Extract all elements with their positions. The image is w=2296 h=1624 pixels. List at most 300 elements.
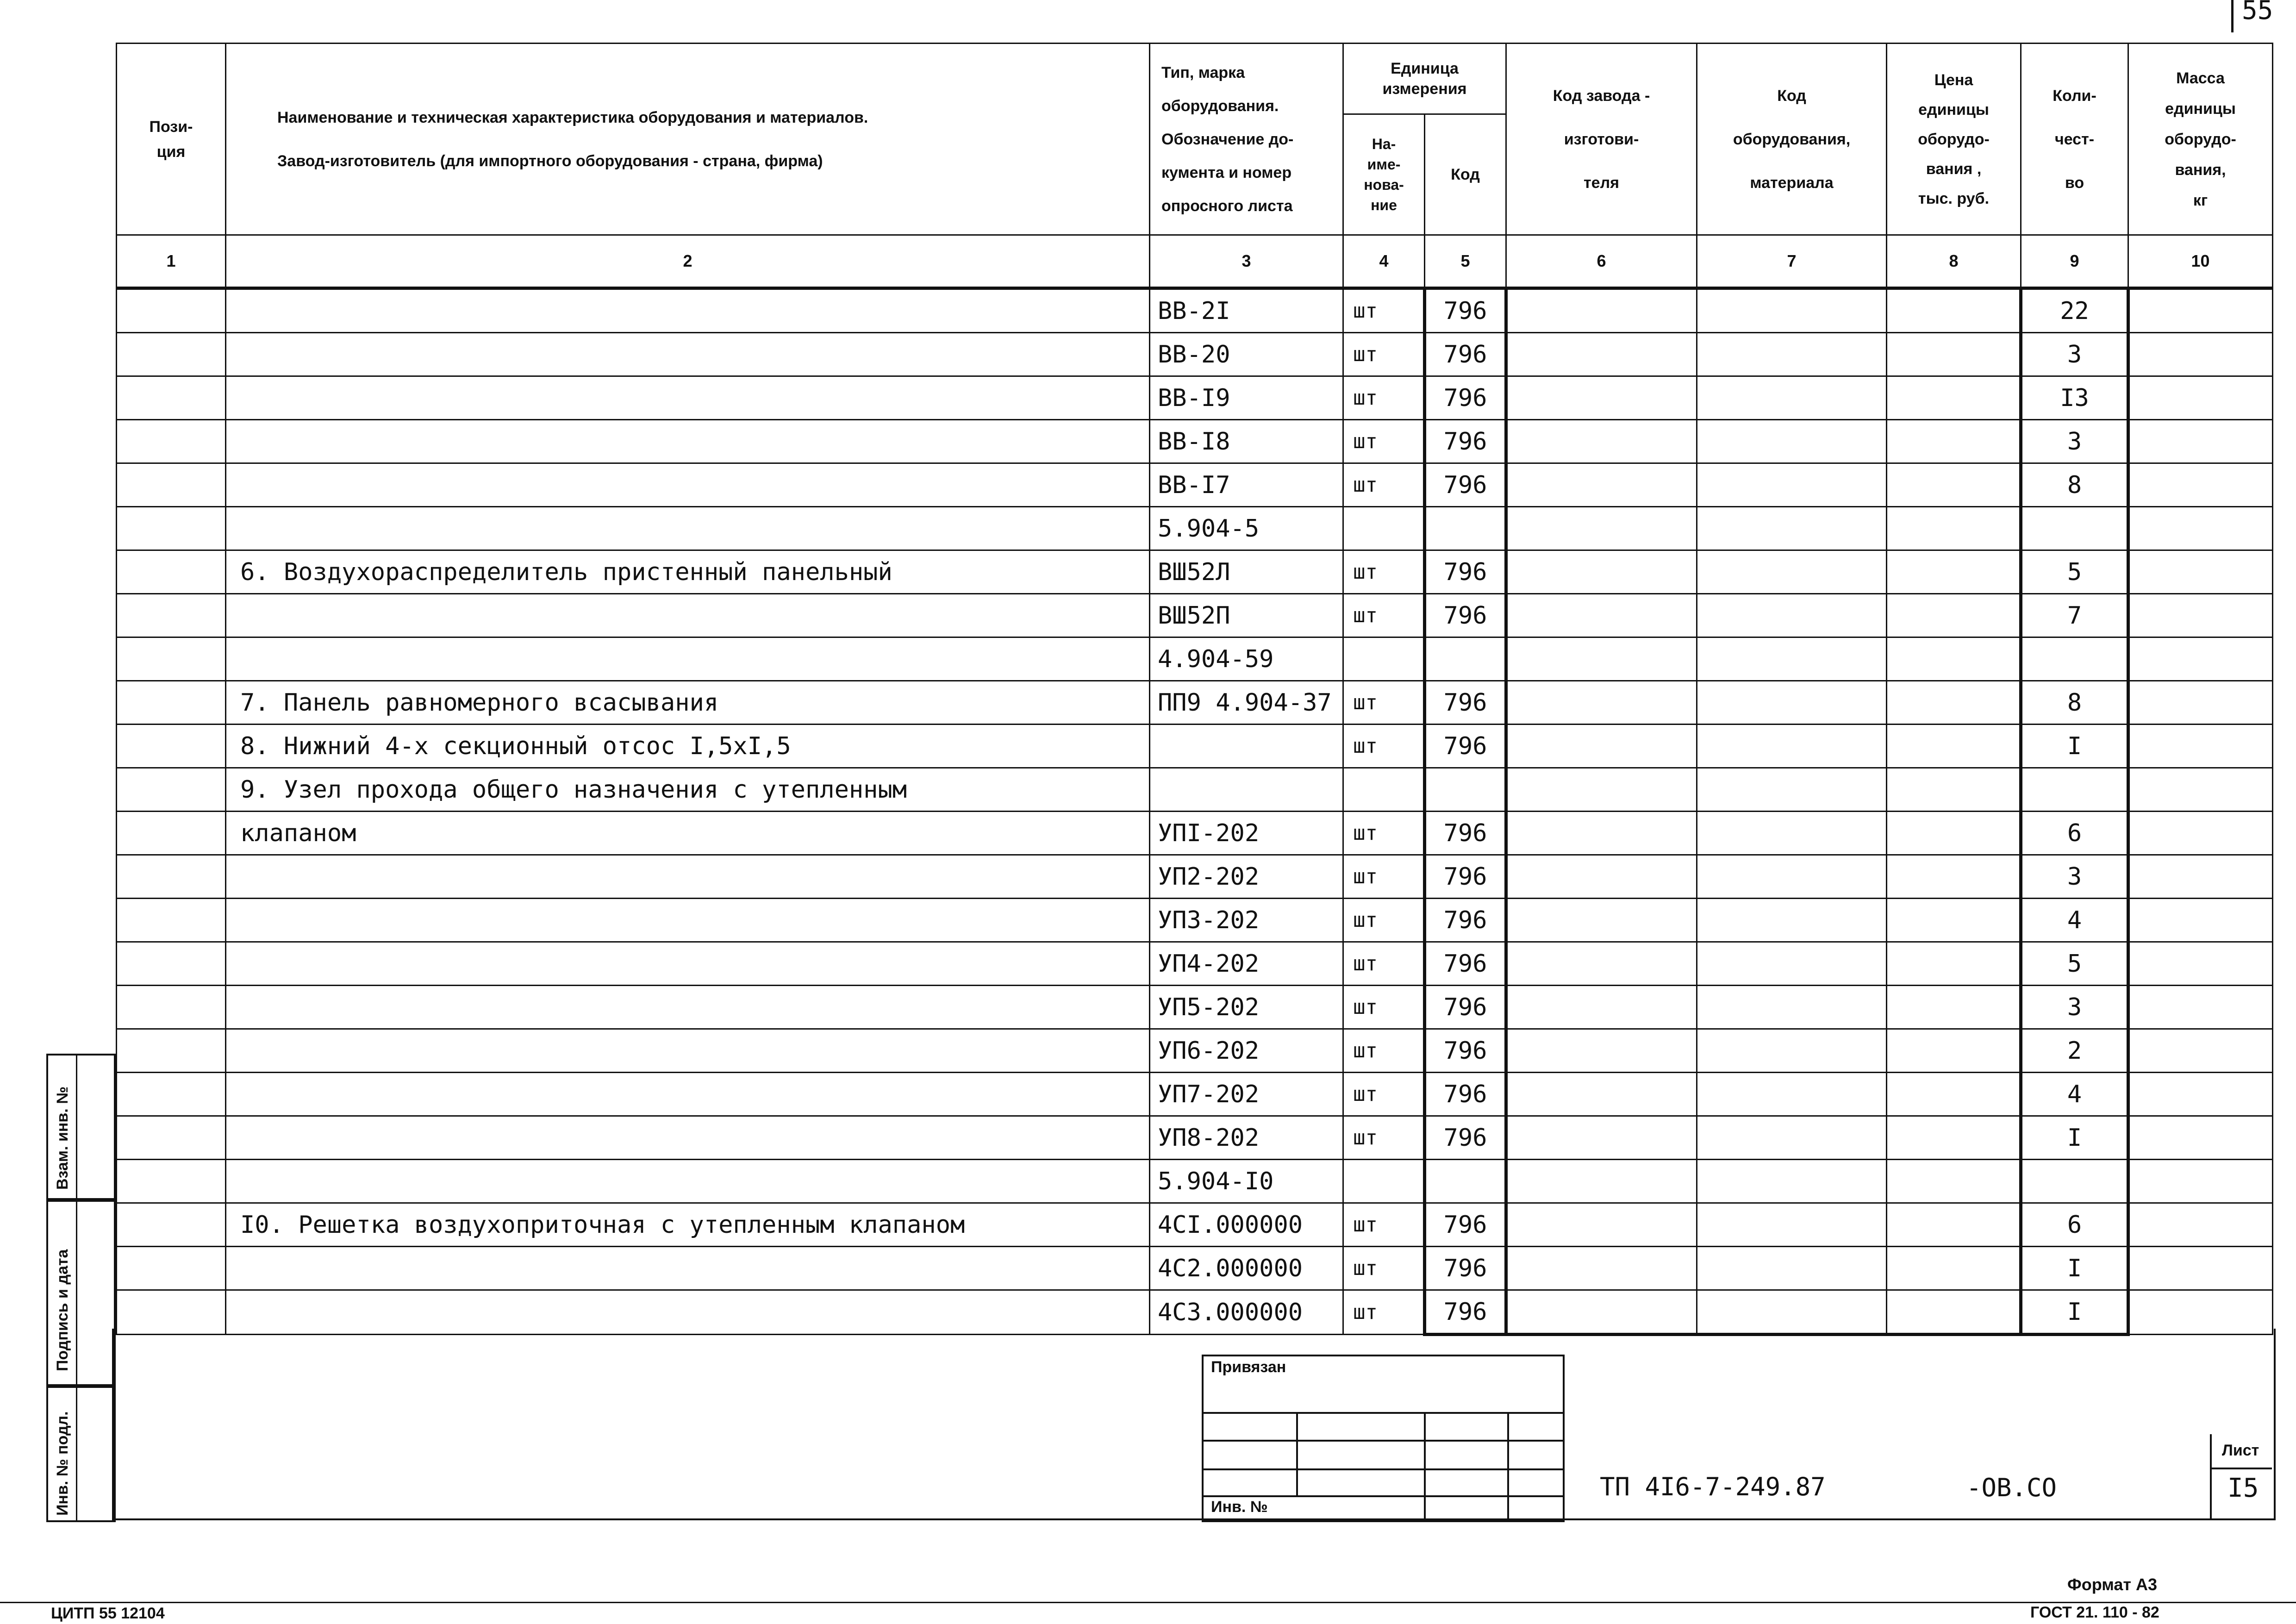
position-cell [117,550,226,594]
position-cell [117,1160,226,1203]
header-equipment-code-text: Код оборудования, материала [1733,87,1851,192]
price-cell [1887,288,2021,333]
equipment-code-cell [1697,986,1887,1029]
unit-code-cell: 796 [1425,812,1506,855]
factory-code-cell [1506,463,1697,507]
mass-cell [2128,376,2273,420]
unit-name-cell: шт [1343,1247,1425,1290]
table-row [117,463,2273,507]
name-cell [226,942,1150,986]
quantity-cell [2021,507,2128,550]
column-number: 7 [1697,235,1887,288]
factory-code-cell [1506,681,1697,725]
table-row [117,1247,2273,1290]
unit-code-cell: 796 [1425,1290,1506,1335]
header-name-line1: Наименование и техническая характеристика оборудования и материалов. [277,108,868,126]
unit-name-cell: шт [1343,463,1425,507]
column-number: 1 [117,235,226,288]
table-row [117,288,2273,333]
name-cell [226,637,1150,681]
header-row-1 [117,44,2273,114]
column-number: 4 [1343,235,1425,288]
factory-code-cell [1506,333,1697,376]
unit-code-cell: 796 [1425,899,1506,942]
position-cell [117,376,226,420]
mass-cell [2128,1160,2273,1203]
unit-code-cell: 796 [1425,725,1506,768]
type-cell: ВШ52Л [1150,550,1343,594]
table-row [117,594,2273,637]
unit-name-cell [1343,507,1425,550]
header-equipment-code [1697,44,1887,235]
mass-cell [2128,899,2273,942]
privyazan-label: Привязан [1211,1358,1286,1376]
unit-code-cell: 796 [1425,1203,1506,1247]
unit-code-cell: 796 [1425,942,1506,986]
quantity-cell: 5 [2021,550,2128,594]
unit-code-cell: 796 [1425,420,1506,463]
equipment-code-cell [1697,550,1887,594]
factory-code-cell [1506,768,1697,812]
name-cell [226,288,1150,333]
column-number-row [117,235,2273,288]
unit-code-cell: 796 [1425,376,1506,420]
factory-code-cell [1506,1160,1697,1203]
factory-code-cell [1506,725,1697,768]
name-cell [226,420,1150,463]
quantity-cell: 4 [2021,899,2128,942]
price-cell [1887,812,2021,855]
quantity-cell: 3 [2021,333,2128,376]
mass-cell [2128,1116,2273,1160]
footer-format: Формат А3 [2067,1575,2158,1594]
equipment-code-cell [1697,768,1887,812]
header-factory-code [1506,44,1697,235]
equipment-code-cell [1697,333,1887,376]
quantity-cell: 6 [2021,812,2128,855]
inv-no-label: Инв. № [1211,1498,1268,1516]
table-row [117,550,2273,594]
position-cell [117,637,226,681]
equipment-code-cell [1697,1073,1887,1116]
mass-cell [2128,463,2273,507]
header-mass [2128,44,2273,235]
quantity-cell: 3 [2021,986,2128,1029]
factory-code-cell [1506,855,1697,899]
header-position [117,44,226,235]
price-cell [1887,550,2021,594]
equipment-code-cell [1697,420,1887,463]
quantity-cell [2021,768,2128,812]
price-cell [1887,1073,2021,1116]
header-unit-group [1343,44,1506,114]
table-row [117,1290,2273,1335]
unit-name-cell: шт [1343,1203,1425,1247]
price-cell [1887,1290,2021,1335]
quantity-cell: 3 [2021,855,2128,899]
column-number: 10 [2128,235,2273,288]
unit-name-cell: шт [1343,942,1425,986]
sheet-box [2210,1434,2272,1518]
unit-code-cell: 796 [1425,333,1506,376]
table-row [117,768,2273,812]
type-cell: ВВ-I8 [1150,420,1343,463]
position-cell [117,1247,226,1290]
factory-code-cell [1506,550,1697,594]
equipment-code-cell [1697,1116,1887,1160]
footer-gost: ГОСТ 21. 110 - 82 [2030,1604,2159,1621]
equipment-code-cell [1697,899,1887,942]
factory-code-cell [1506,986,1697,1029]
price-cell [1887,1203,2021,1247]
quantity-cell: 8 [2021,463,2128,507]
equipment-code-cell [1697,507,1887,550]
type-cell: УП6-202 [1150,1029,1343,1073]
type-cell: ВШ52П [1150,594,1343,637]
type-cell: 4.904-59 [1150,637,1343,681]
name-cell [226,899,1150,942]
position-cell [117,812,226,855]
type-cell: ВВ-I9 [1150,376,1343,420]
equipment-code-cell [1697,1160,1887,1203]
name-cell [226,463,1150,507]
unit-name-cell [1343,768,1425,812]
mass-cell [2128,768,2273,812]
price-cell [1887,333,2021,376]
table-row [117,1073,2273,1116]
name-cell: 9. Узел прохода общего назначения с утепленным [226,768,1150,812]
position-cell [117,725,226,768]
header-type-text: Тип, марка оборудования. Обозначение до- кумента и номер опросного листа [1161,63,1294,215]
unit-name-cell: шт [1343,594,1425,637]
mass-cell [2128,942,2273,986]
table-row [117,812,2273,855]
position-cell [117,855,226,899]
mass-cell [2128,594,2273,637]
mass-cell [2128,812,2273,855]
factory-code-cell [1506,1116,1697,1160]
sheet-number: I5 [2227,1473,2259,1503]
unit-code-cell: 796 [1425,681,1506,725]
name-cell: I0. Решетка воздухоприточная с утепленным клапаном [226,1203,1150,1247]
quantity-cell: 4 [2021,1073,2128,1116]
position-cell [117,899,226,942]
table-row [117,899,2273,942]
unit-name-cell: шт [1343,1073,1425,1116]
type-cell [1150,725,1343,768]
unit-code-cell [1425,637,1506,681]
header-unit-name [1343,114,1425,235]
corner-page-number: 55 [2231,0,2275,32]
side-label-vzam: Взам. инв. № [54,1086,71,1190]
mass-cell [2128,986,2273,1029]
equipment-code-cell [1697,1029,1887,1073]
header-price [1887,44,2021,235]
type-cell: УП2-202 [1150,855,1343,899]
unit-name-cell: шт [1343,855,1425,899]
type-cell: ПП9 4.904-37 [1150,681,1343,725]
unit-code-cell: 796 [1425,288,1506,333]
unit-name-cell [1343,1160,1425,1203]
price-cell [1887,942,2021,986]
name-cell: 8. Нижний 4-х секционный отсос I,5хI,5 [226,725,1150,768]
equipment-code-cell [1697,855,1887,899]
side-box-podpis [46,1198,116,1388]
footer-line [0,1602,2296,1603]
quantity-cell: 5 [2021,942,2128,986]
factory-code-cell [1506,637,1697,681]
quantity-cell: 3 [2021,420,2128,463]
type-cell: 4С2.000000 [1150,1247,1343,1290]
table-body [117,288,2273,1335]
column-number: 3 [1150,235,1343,288]
header-type [1150,44,1343,235]
factory-code-cell [1506,288,1697,333]
unit-name-cell: шт [1343,725,1425,768]
position-cell [117,681,226,725]
side-label-inv-podl: Инв. № подл. [54,1411,71,1516]
type-cell: УП3-202 [1150,899,1343,942]
mass-cell [2128,681,2273,725]
name-cell: 7. Панель равномерного всасывания [226,681,1150,725]
price-cell [1887,463,2021,507]
unit-name-cell: шт [1343,1290,1425,1335]
unit-code-cell: 796 [1425,1073,1506,1116]
unit-code-cell: 796 [1425,463,1506,507]
unit-code-cell: 796 [1425,1029,1506,1073]
footer-code: ЦИТП 55 12104 [51,1605,165,1622]
price-cell [1887,1247,2021,1290]
unit-code-cell: 796 [1425,855,1506,899]
header-factory-code-text: Код завода - изготови- теля [1553,87,1650,192]
header-mass-text: Масса единицы оборудо- вания, кг [2165,69,2236,209]
header-price-text: Цена единицы оборудо- вания , тыс. руб. [1918,71,1990,207]
unit-code-cell: 796 [1425,1116,1506,1160]
equipment-code-cell [1697,1290,1887,1335]
position-cell [117,333,226,376]
table-row [117,507,2273,550]
mass-cell [2128,507,2273,550]
price-cell [1887,376,2021,420]
header-unit-group-text: Единица измерения [1382,60,1467,98]
table-row [117,942,2273,986]
type-cell: УП4-202 [1150,942,1343,986]
specification-table [116,43,2273,1336]
name-cell [226,1160,1150,1203]
position-cell [117,463,226,507]
mass-cell [2128,1203,2273,1247]
unit-code-cell [1425,507,1506,550]
equipment-code-cell [1697,288,1887,333]
unit-name-cell: шт [1343,812,1425,855]
quantity-cell [2021,1160,2128,1203]
quantity-cell: 8 [2021,681,2128,725]
mass-cell [2128,1029,2273,1073]
mass-cell [2128,1247,2273,1290]
unit-code-cell: 796 [1425,986,1506,1029]
unit-code-cell: 796 [1425,550,1506,594]
factory-code-cell [1506,420,1697,463]
position-cell [117,594,226,637]
document-code: ТП 4I6-7-249.87 [1600,1472,1826,1501]
unit-name-cell: шт [1343,420,1425,463]
factory-code-cell [1506,899,1697,942]
side-box-vzam [46,1054,116,1202]
quantity-cell: 7 [2021,594,2128,637]
price-cell [1887,768,2021,812]
position-cell [117,420,226,463]
equipment-code-cell [1697,812,1887,855]
quantity-cell: I [2021,1247,2128,1290]
unit-name-cell: шт [1343,986,1425,1029]
header-position-text: Пози- ция [149,118,193,161]
type-cell: 5.904-5 [1150,507,1343,550]
position-cell [117,768,226,812]
side-box-inv-podl [46,1384,116,1522]
position-cell [117,1290,226,1335]
unit-name-cell: шт [1343,1029,1425,1073]
position-cell [117,1203,226,1247]
table-row [117,333,2273,376]
quantity-cell: I3 [2021,376,2128,420]
column-number: 9 [2021,235,2128,288]
type-cell: 5.904-I0 [1150,1160,1343,1203]
table-row [117,420,2273,463]
price-cell [1887,1029,2021,1073]
position-cell [117,942,226,986]
position-cell [117,986,226,1029]
price-cell [1887,1116,2021,1160]
name-cell [226,986,1150,1029]
factory-code-cell [1506,1029,1697,1073]
name-cell [226,855,1150,899]
mass-cell [2128,855,2273,899]
quantity-cell: 2 [2021,1029,2128,1073]
name-cell [226,507,1150,550]
unit-name-cell: шт [1343,681,1425,725]
mass-cell [2128,637,2273,681]
column-number: 8 [1887,235,2021,288]
header-quantity [2021,44,2128,235]
mass-cell [2128,333,2273,376]
price-cell [1887,420,2021,463]
header-quantity-text: Коли- чест- во [2053,87,2096,192]
table-row [117,855,2273,899]
factory-code-cell [1506,1073,1697,1116]
type-cell [1150,768,1343,812]
table-row [117,637,2273,681]
price-cell [1887,855,2021,899]
equipment-code-cell [1697,637,1887,681]
position-cell [117,507,226,550]
factory-code-cell [1506,1203,1697,1247]
lower-frame [112,1329,2276,1520]
unit-name-cell: шт [1343,376,1425,420]
equipment-code-cell [1697,594,1887,637]
quantity-cell: I [2021,1116,2128,1160]
header-name [226,44,1150,235]
equipment-code-cell [1697,681,1887,725]
quantity-cell [2021,637,2128,681]
column-number: 5 [1425,235,1506,288]
table-row [117,1203,2273,1247]
position-cell [117,1116,226,1160]
column-number: 2 [226,235,1150,288]
table-row [117,1160,2273,1203]
table-row [117,1029,2273,1073]
factory-code-cell [1506,812,1697,855]
header-unit-code-text: Код [1451,166,1480,183]
type-cell: ВВ-2I [1150,288,1343,333]
factory-code-cell [1506,942,1697,986]
unit-name-cell: шт [1343,1116,1425,1160]
type-cell: ВВ-I7 [1150,463,1343,507]
quantity-cell: 22 [2021,288,2128,333]
mass-cell [2128,725,2273,768]
type-cell: УП8-202 [1150,1116,1343,1160]
factory-code-cell [1506,1290,1697,1335]
quantity-cell: 6 [2021,1203,2128,1247]
quantity-cell: I [2021,725,2128,768]
table-row [117,1116,2273,1160]
equipment-code-cell [1697,942,1887,986]
table-row [117,681,2273,725]
factory-code-cell [1506,507,1697,550]
name-cell [226,1247,1150,1290]
position-cell [117,288,226,333]
unit-name-cell [1343,637,1425,681]
equipment-code-cell [1697,463,1887,507]
unit-code-cell: 796 [1425,594,1506,637]
mass-cell [2128,1290,2273,1335]
type-cell: ВВ-20 [1150,333,1343,376]
mass-cell [2128,420,2273,463]
name-cell: клапаном [226,812,1150,855]
name-cell [226,1290,1150,1335]
name-cell: 6. Воздухораспределитель пристенный панельный [226,550,1150,594]
price-cell [1887,637,2021,681]
header-name-line2: Завод-изготовитель (для импортного оборудования - страна, фирма) [277,152,823,170]
price-cell [1887,507,2021,550]
name-cell [226,1116,1150,1160]
header-unit-name-text: На- име- нова- ние [1364,136,1404,213]
type-cell: 4СI.000000 [1150,1203,1343,1247]
header-unit-code [1425,114,1506,235]
price-cell [1887,725,2021,768]
price-cell [1887,681,2021,725]
price-cell [1887,899,2021,942]
equipment-code-cell [1697,1247,1887,1290]
factory-code-cell [1506,594,1697,637]
equipment-code-cell [1697,725,1887,768]
name-cell [226,333,1150,376]
name-cell [226,376,1150,420]
document-suffix: -ОВ.СО [1966,1473,2057,1502]
unit-name-cell: шт [1343,333,1425,376]
table-row [117,376,2273,420]
name-cell [226,594,1150,637]
table-row [117,986,2273,1029]
sheet-label: Лист [2222,1442,2259,1459]
table-row [117,725,2273,768]
unit-name-cell: шт [1343,550,1425,594]
column-number: 6 [1506,235,1697,288]
type-cell: УПI-202 [1150,812,1343,855]
position-cell [117,1073,226,1116]
type-cell: УП7-202 [1150,1073,1343,1116]
mass-cell [2128,288,2273,333]
factory-code-cell [1506,1247,1697,1290]
